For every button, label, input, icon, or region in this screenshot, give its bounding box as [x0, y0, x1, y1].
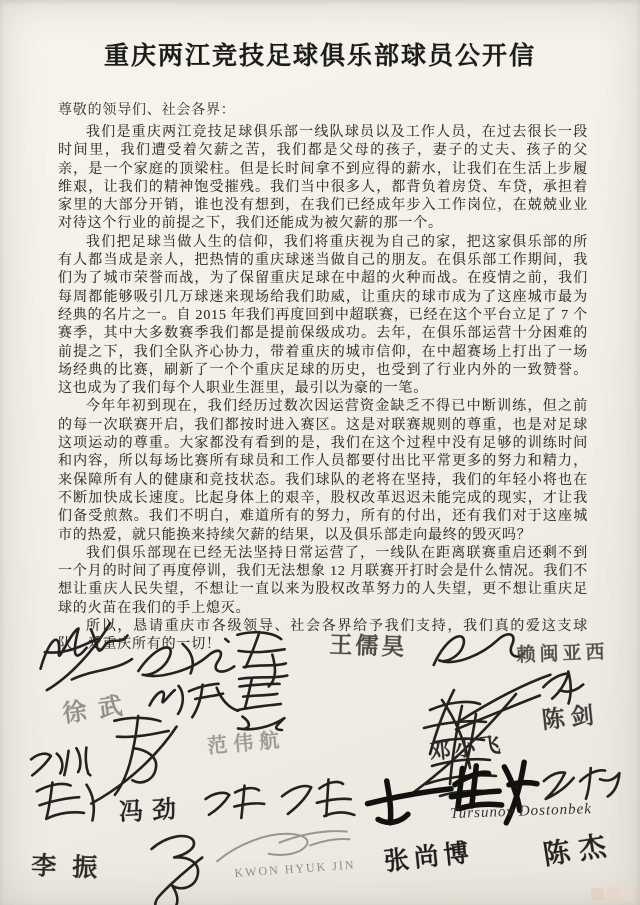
signature-name: 陈剑	[540, 700, 602, 734]
signature-name: 张尚博	[382, 837, 476, 876]
letter-paragraph: 我们俱乐部现在已经无法坚持日常运营了，一线队在距离联赛重启还剩不到一个月的时间了再度停训，我们无法想象 12 月联赛开打时会是什么情况。我们不想让重庆人民失望，不想让一直以来为股权改革努力的人失望，更不想让重庆足球的火苗在我们的手上熄灭。	[58, 545, 588, 616]
letter-paragraph: 我们是重庆两江竞技足球俱乐部一线队球员以及工作人员，在过去很长一段时间里，我们遭受着欠薪之苦，我们都是父母的孩子，妻子的丈夫、孩子的父亲，是一个家庭的顶梁柱。但是长时间拿不到应得的薪水，让我们在生活上步履维艰，让我们的精神饱受摧残。我们当中很多人，都背负着房贷、车贷，承担着家里的大部分开销，谁也没有想到，在我们已经成年步入工作岗位，在兢兢业业对待这个行业的前提之下，我们还能成为被欠薪的那一个。	[58, 125, 588, 232]
letter-salutation: 尊敬的领导们、社会各界：	[58, 103, 236, 118]
signature-name: 赖闽亚西	[516, 640, 609, 666]
letter-title: 重庆两江竞技足球俱乐部球员公开信	[103, 43, 536, 70]
signature-scrawl	[136, 823, 214, 905]
signatures-area	[0, 616, 640, 905]
letter-paragraph: 我们把足球当做人生的信仰，我们将重庆视为自己的家，把这家俱乐部的所有人都当成是亲人，把热情的重庆球迷当做自己的朋友。在俱乐部工作期间，我们为了城市荣誉而战，为了保留重庆足球在中超的火种而战。在疫情之前，我们每周都能够吸引几万球迷来现场给我们助威，让重庆的球市成为了这座城市最为经典的名片之一。自 2015 年我们再度回到中超联赛，已经在这个平台立足了 7 个赛季，其中大多数赛季我们都是提前保级成功。去年，在俱乐部运营十分困难的前提之下，我们全队齐心协力，带着重庆的城市信仰，在中超赛场上打出了一场场经典的比赛，刷新了一个个重庆足球的历史，也受到了行业内外的一致赞誉。这也成为了我们每个人职业生涯里，最引以为豪的一笔。	[58, 234, 588, 397]
letter-body	[58, 124, 588, 655]
signature-scrawl	[24, 772, 109, 834]
signature-name: 王儒昊	[328, 630, 408, 661]
signature-name: 范伟航	[206, 727, 287, 758]
signature-name: 徐武	[60, 688, 137, 728]
letter-paragraph: 所以，恳请重庆市各级领导、社会各界给予我们支持，我们真的爱这支球队，爱重庆所有的一切！	[58, 619, 588, 653]
signature-name: KWON HYUK JIN	[234, 857, 357, 880]
signature-name: 李振	[30, 850, 114, 883]
signature-name: 冯劲	[118, 793, 186, 826]
letter-paragraph: 今年年初到现在，我们经历过数次因运营资金缺乏不得已中断训练，但之前的每一次联赛开启，我们都按时进入赛区。这是对联赛规则的尊重，也是对足球这项运动的尊重。大家都没有看到的是，我们在这个过程中没有足够的训练时间和内容，所以每场比赛所有球员和工作人员都要付出比平常更多的努力和精力，来保障所有人的健康和竞技状态。我们球队的老将在坚持，我们的年轻小将也在不断加快成长速度。比起身体上的艰辛，股权改革迟迟未能完成的现实，才让我们备受煎熬。我们不明白，难道所有的努力，所有的付出，还有我们对于这座城市的热爱，就只能换来持续欠薪的结果，以及俱乐部走向最终的毁灭吗？	[58, 399, 588, 543]
signature-scrawl	[26, 615, 141, 696]
signature-name: Tursunov Dostonbek	[450, 801, 593, 822]
watermark-logo	[591, 888, 634, 901]
signature-name: 邓小飞	[428, 731, 506, 764]
signature-name: 陈杰	[541, 829, 618, 872]
